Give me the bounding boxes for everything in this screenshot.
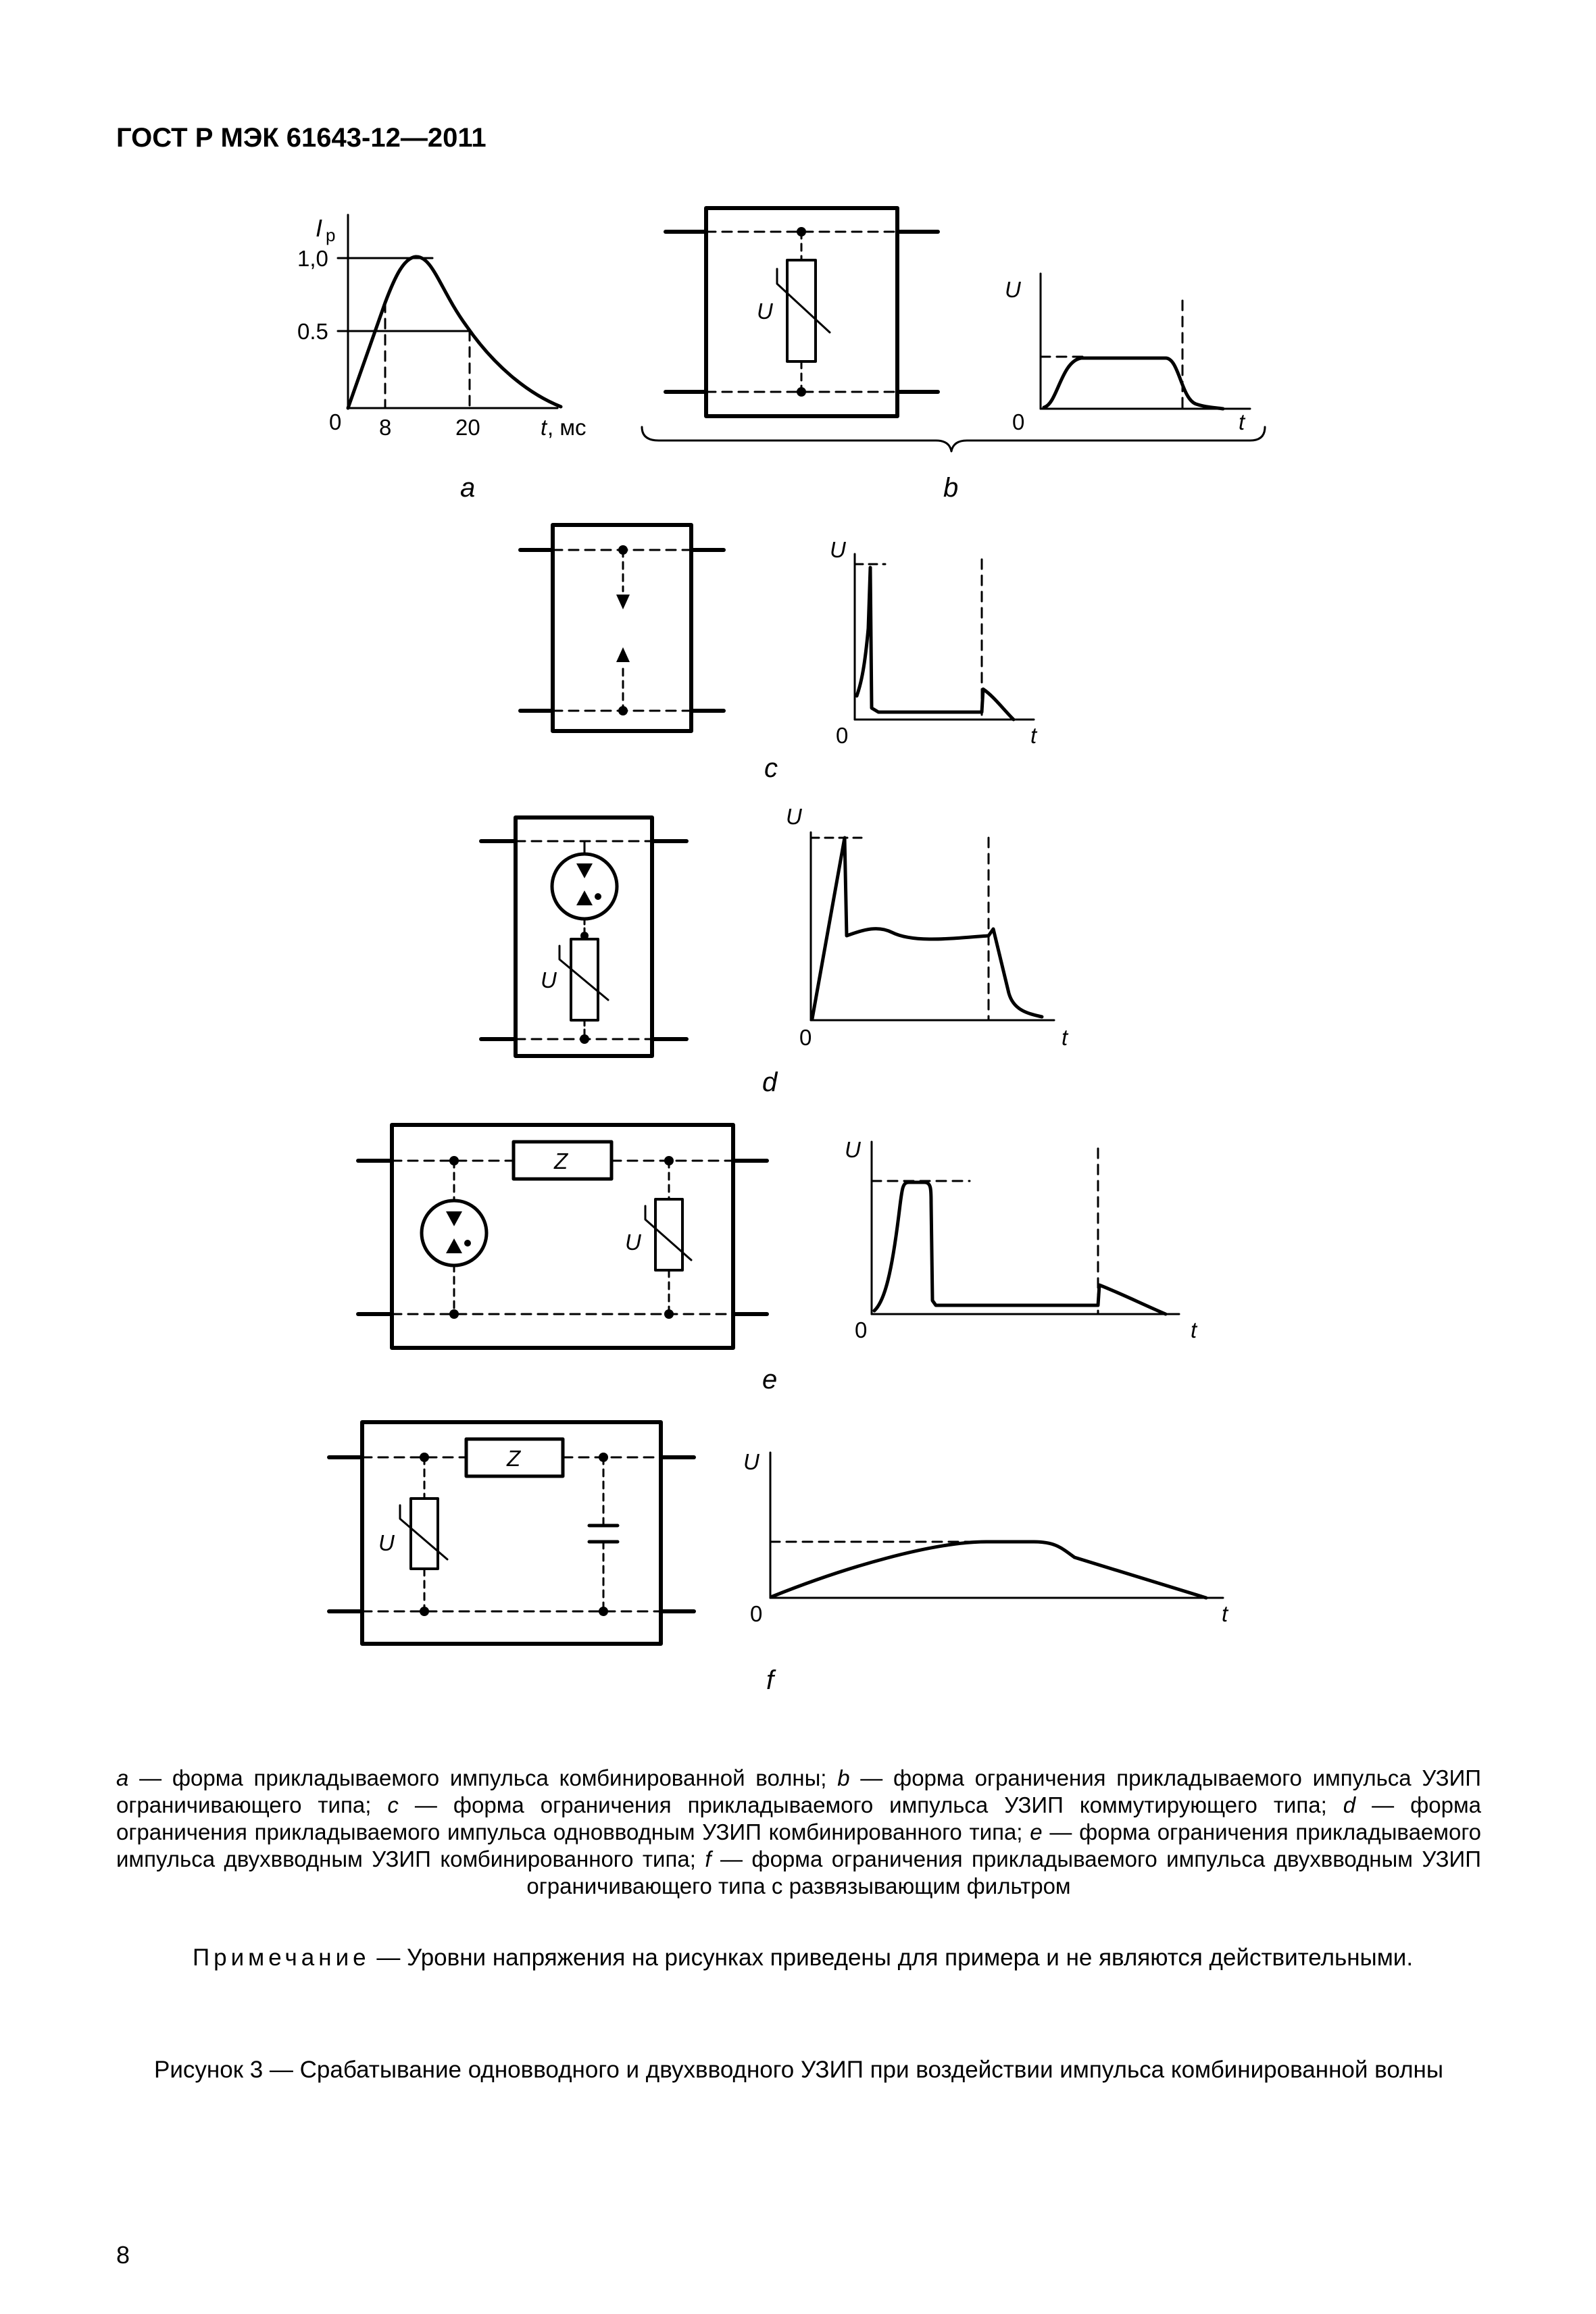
legend-text-e: — форма ограничения прикладываемого импульса двухвводным УЗИП комбинированного типа; (116, 1819, 1481, 1871)
legend-text-b: — форма ограничения прикладываемого импульса УЗИП ограничивающего типа; (116, 1765, 1482, 1817)
note (116, 1942, 1481, 1974)
xlabel-unit: , мс (547, 415, 587, 440)
panel-c (520, 525, 1038, 783)
origin-f: 0 (750, 1601, 763, 1626)
varistor-label-e: U (625, 1230, 641, 1255)
ylabel-U-f: U (743, 1449, 759, 1474)
legend-text-f: — форма ограничения прикладываемого импульса двухвводным УЗИП ограничивающего типа с развязывающим фильтром (526, 1846, 1481, 1898)
ylabel-U-d: U (786, 804, 802, 829)
note-label: Примечание (193, 1944, 370, 1971)
varistor-e (655, 1199, 682, 1270)
panel-label-d: d (762, 1067, 778, 1097)
varistor-f (411, 1499, 438, 1569)
panel-label-f: f (766, 1665, 774, 1695)
varistor-label-f: U (378, 1530, 395, 1555)
origin-a: 0 (329, 409, 342, 434)
xlabel-t: t (541, 415, 547, 440)
panel-e (358, 1125, 1198, 1394)
legend-key-f: f (705, 1846, 712, 1871)
legend-text-a: — форма прикладываемого импульса комбинированной волны; (128, 1765, 838, 1790)
legend-key-e: e (1030, 1819, 1043, 1844)
xtick-20: 20 (455, 415, 480, 440)
varistor-label-d: U (541, 967, 557, 992)
gap-arrow-down (616, 595, 630, 609)
gas-discharge-tube-e (422, 1201, 487, 1265)
brace-b (642, 427, 1265, 451)
xlabel-t-d: t (1062, 1025, 1068, 1050)
document-header: ГОСТ Р МЭК 61643-12—2011 (116, 123, 487, 153)
ytick-1: 1,0 (297, 246, 328, 271)
legend-text-c: — форма ограничения прикладываемого импульса УЗИП коммутирующего типа; (398, 1792, 1343, 1817)
ylabel-U-b: U (1005, 277, 1021, 302)
legend-text-d: — форма ограничения прикладываемого импульса одновводным УЗИП комбинированного типа; (116, 1792, 1482, 1844)
impedance-label-e: Z (554, 1149, 568, 1174)
legend-key-d: d (1343, 1792, 1356, 1817)
ylabel-sub-p: p (326, 225, 336, 245)
panel-d (481, 804, 1069, 1097)
legend-key-a: a (116, 1765, 129, 1790)
legend-key-b: b (837, 1765, 850, 1790)
limiting-waveform-b (1044, 358, 1223, 409)
panel-label-c: c (764, 753, 778, 783)
combination-wave-curve (348, 257, 561, 408)
origin-b: 0 (1012, 409, 1025, 434)
origin-c: 0 (836, 723, 849, 748)
legend-key-c: c (387, 1792, 399, 1817)
varistor-label-b: U (757, 299, 773, 324)
panel-label-a: a (460, 473, 476, 503)
ylabel-U-e: U (845, 1137, 861, 1162)
ylabel-I: I (316, 214, 323, 242)
xtick-8: 8 (379, 415, 392, 440)
filtered-waveform-f (772, 1542, 1206, 1598)
panel-label-b: b (943, 473, 959, 503)
figure-title: Рисунок 3 — Срабатывание одновводного и двухвводного УЗИП при воздействии импульса комбинированной волны (154, 2057, 1443, 2083)
combined-waveform-e (874, 1182, 1166, 1314)
combined-waveform-d (812, 838, 1042, 1019)
varistor-b (787, 260, 816, 361)
xlabel-t-c: t (1030, 723, 1037, 748)
panel-label-e: e (762, 1365, 778, 1394)
ytick-05: 0.5 (297, 319, 328, 344)
impedance-label-f: Z (507, 1446, 521, 1471)
switching-waveform-c (857, 568, 1014, 720)
origin-d: 0 (799, 1025, 812, 1050)
xlabel-t-b: t (1239, 409, 1245, 434)
note-text: — Уровни напряжения на рисунках приведены для примера и не являются действительными. (370, 1944, 1414, 1971)
figure-legend (116, 1765, 1481, 1900)
xlabel-t-f: t (1222, 1601, 1228, 1626)
xlabel-t-e: t (1191, 1317, 1197, 1342)
ylabel-U-c: U (830, 537, 846, 562)
panel-f (329, 1422, 1229, 1695)
page-number: 8 (116, 2241, 130, 2269)
panel-b (642, 208, 1265, 503)
origin-e: 0 (855, 1317, 868, 1342)
gap-arrow-up (616, 647, 630, 662)
panel-a (297, 214, 587, 503)
